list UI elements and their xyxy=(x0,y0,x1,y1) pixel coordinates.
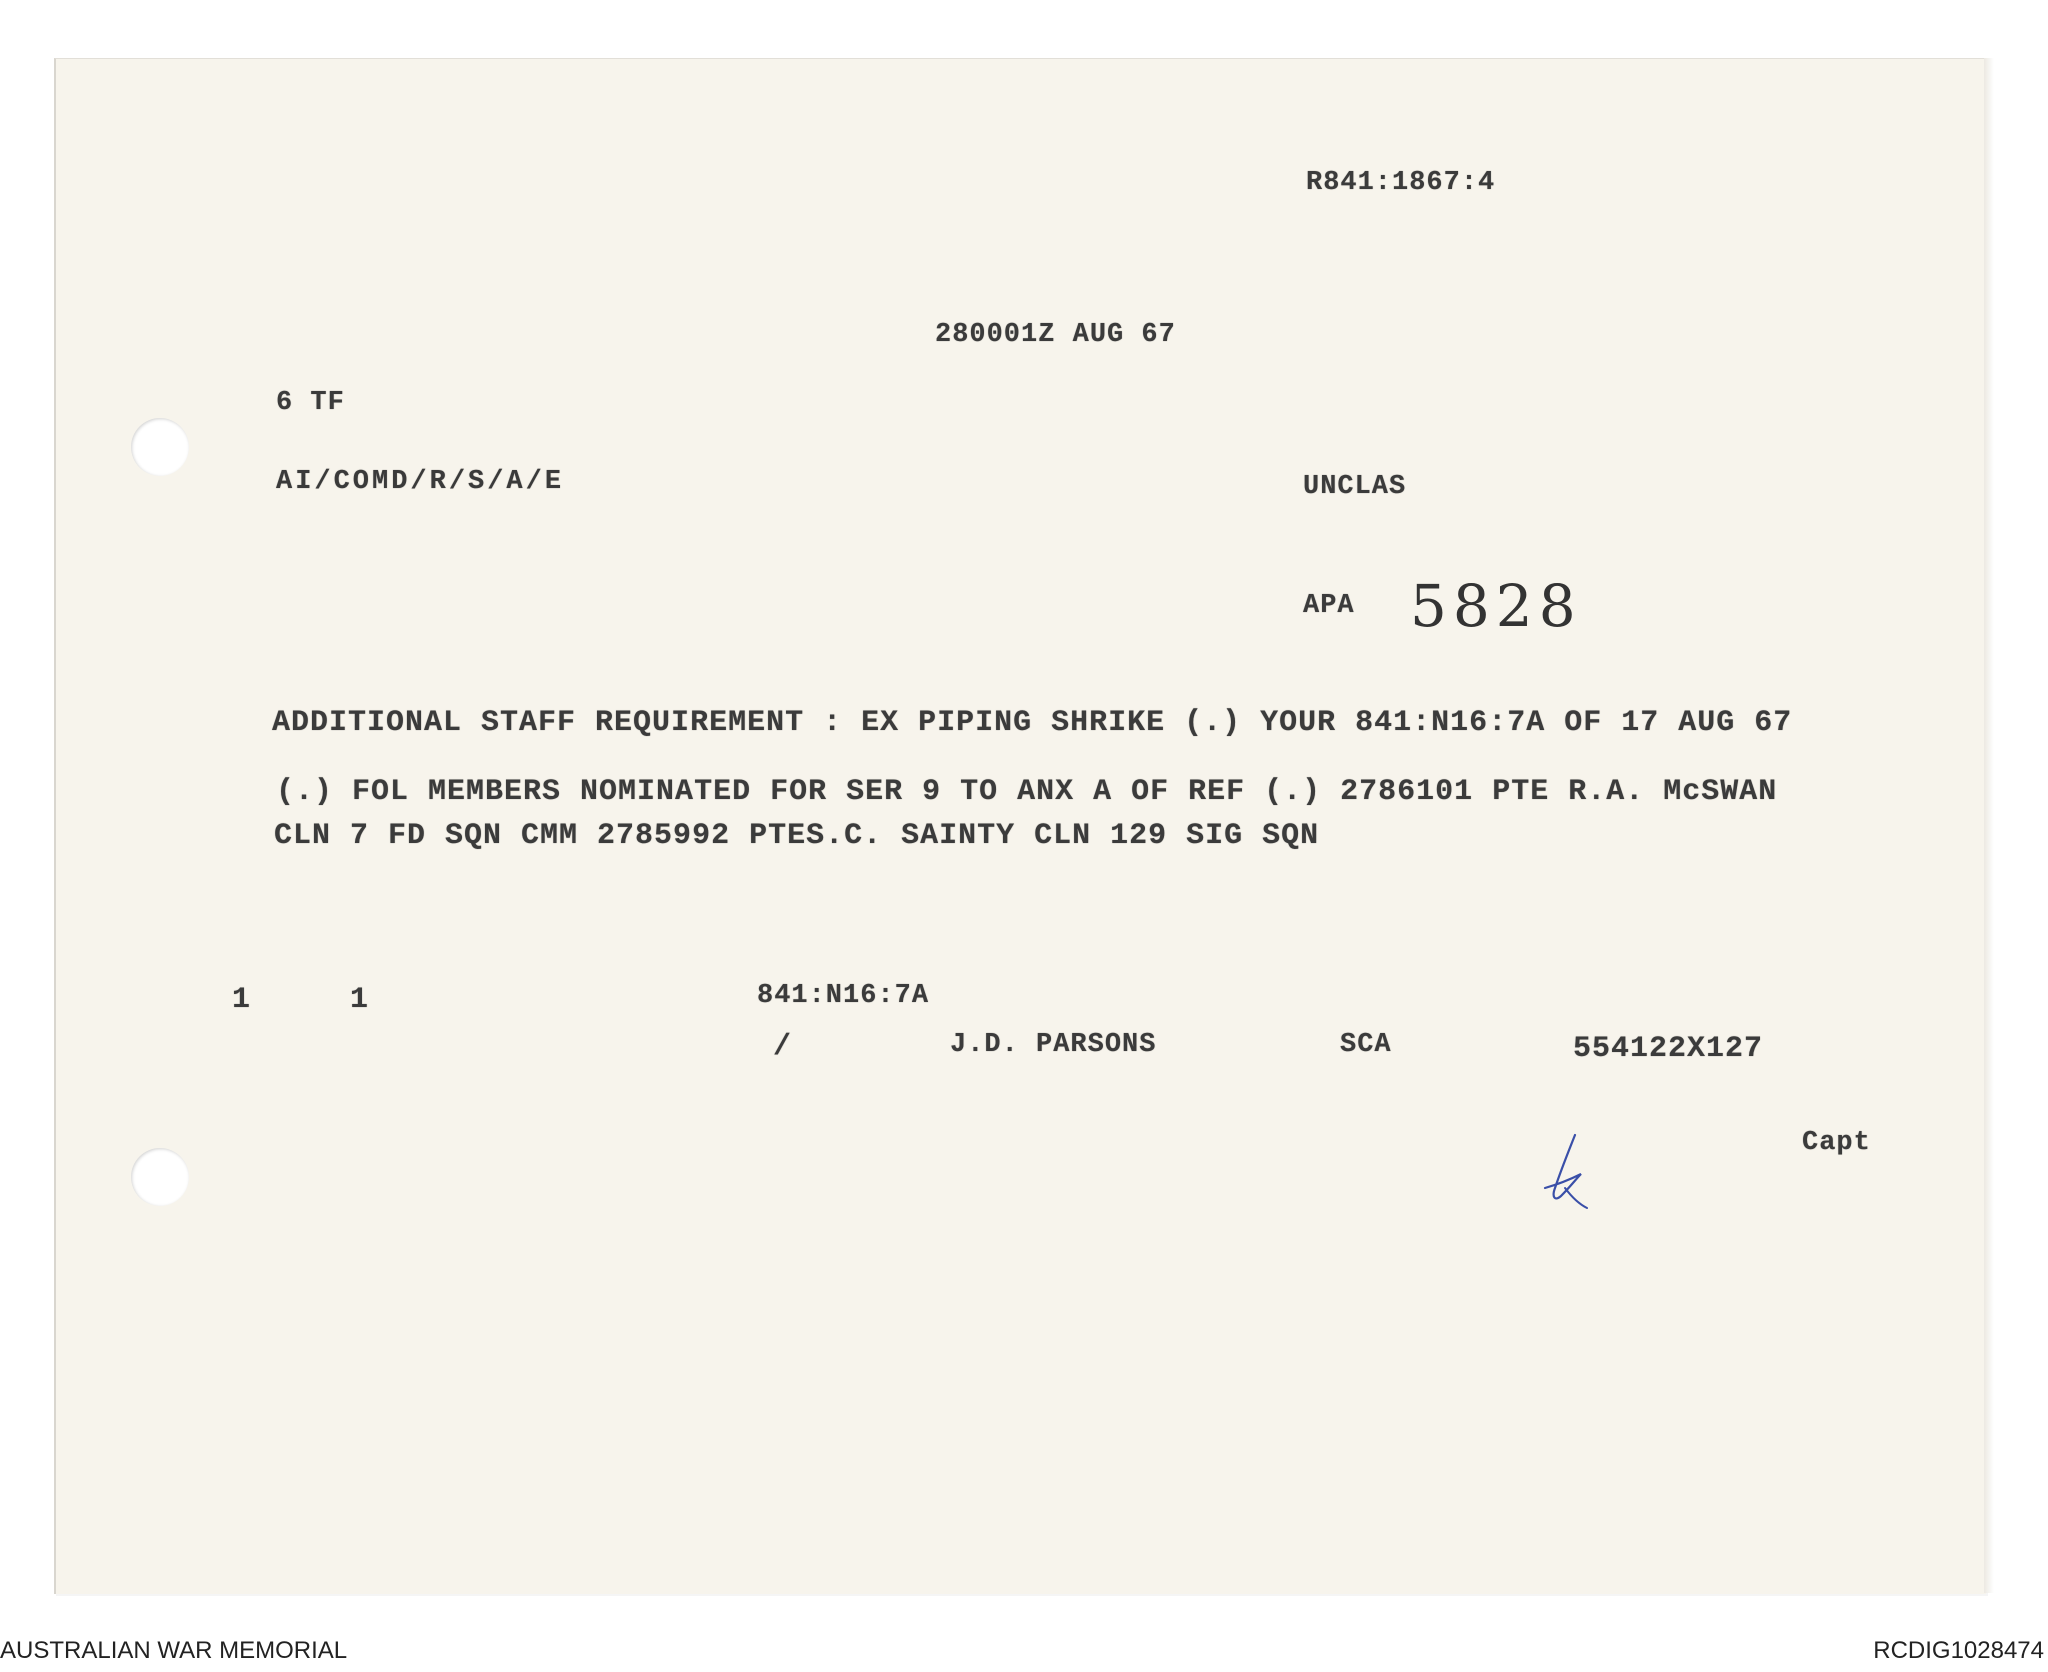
message-body-line-1: ADDITIONAL STAFF REQUIREMENT : EX PIPING SHRIKE (.) YOUR 841:N16:7A OF 17 AUG 67 xyxy=(272,706,1793,740)
archive-caption-right: RCDIG1028474 xyxy=(1873,1637,2044,1664)
sheet-edge-shadow xyxy=(1984,58,1994,1593)
file-reference: R841:1867:4 xyxy=(1306,168,1496,198)
originator-appointment: SCA xyxy=(1340,1030,1392,1060)
footer-col-1: 1 xyxy=(232,983,252,1017)
footer-slash: / xyxy=(773,1030,793,1064)
apa-label: APA xyxy=(1303,591,1355,621)
message-body-line-2: (.) FOL MEMBERS NOMINATED FOR SER 9 TO ANX A OF REF (.) 2786101 PTE R.A. McSWAN xyxy=(276,775,1778,809)
handwritten-initials-icon xyxy=(1535,1130,1605,1215)
footer-file-reference: 841:N16:7A xyxy=(757,981,930,1011)
classification: UNCLAS xyxy=(1303,472,1407,502)
originator-phone: 554122X127 xyxy=(1573,1032,1764,1066)
addressee: 6 TF xyxy=(276,388,345,418)
struck-out-addressees: AI/COMD/R/S/A/E xyxy=(276,467,565,497)
footer-col-2: 1 xyxy=(350,983,370,1017)
message-body-line-3: CLN 7 FD SQN CMM 2785992 PTES.C. SAINTY CLN 129 SIG SQN xyxy=(274,819,1320,853)
date-time-group: 280001Z AUG 67 xyxy=(935,320,1176,350)
punch-hole-icon xyxy=(131,1148,189,1206)
originator-rank: Capt xyxy=(1802,1128,1871,1158)
archive-caption-left: AUSTRALIAN WAR MEMORIAL xyxy=(0,1637,348,1664)
punch-hole-icon xyxy=(131,418,189,476)
apa-number: 5828 xyxy=(1410,572,1582,640)
originator-name: J.D. PARSONS xyxy=(950,1030,1157,1060)
